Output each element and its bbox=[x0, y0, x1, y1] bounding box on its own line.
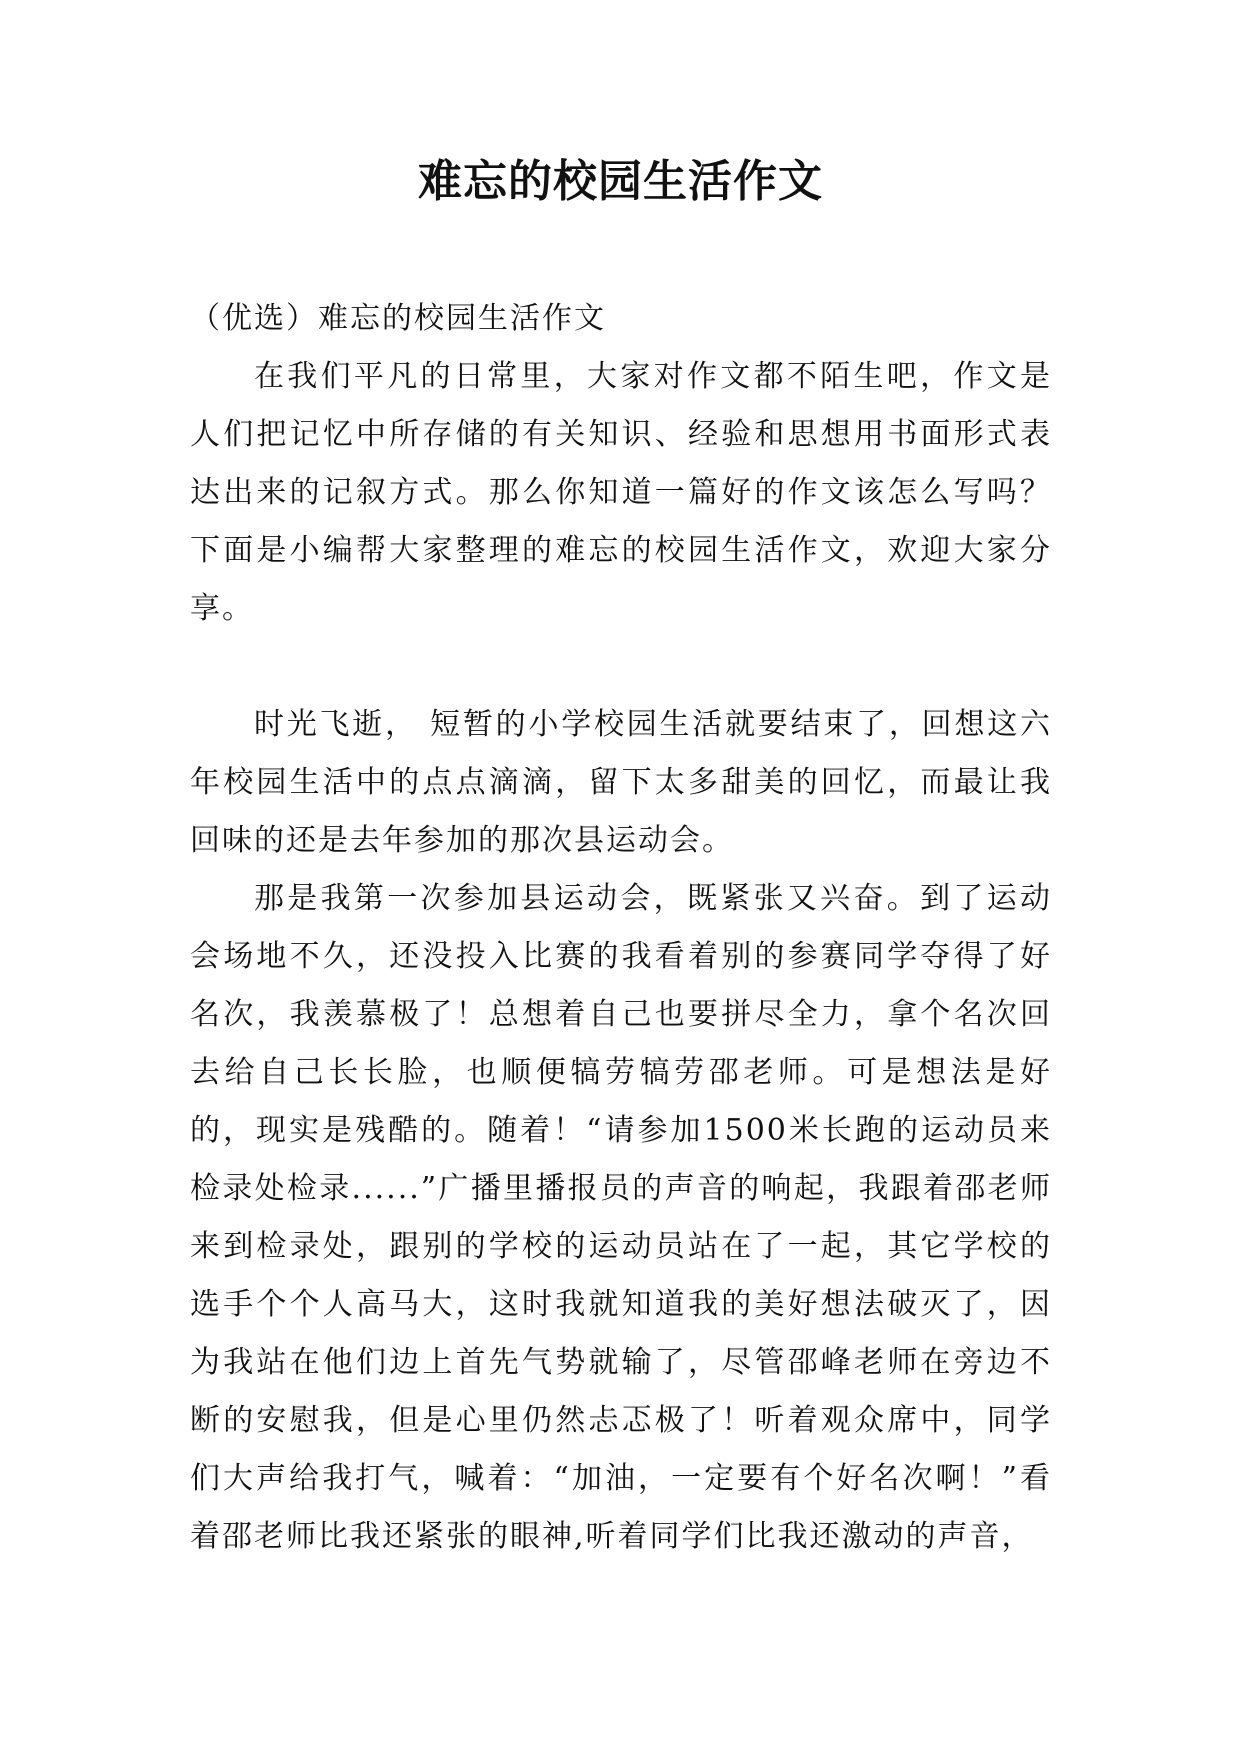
document-subtitle: （优选）难忘的校园生活作文 bbox=[190, 301, 606, 336]
intro-paragraph: 在我们平凡的日常里，大家对作文都不陌生吧，作文是人们把记忆中所存储的有关知识、经验和思想用书面形式表达出来的记叙方式。那么你知道一篇好的作文该怎么写吗？下面是小编帮大家整理的难忘的校园生活作文，欢迎大家分享。 bbox=[190, 359, 1052, 626]
paragraph-spacer bbox=[190, 638, 1052, 696]
body-paragraph-2: 那是我第一次参加县运动会，既紧张又兴奋。到了运动会场地不久，还没投入比赛的我看着别的参赛同学夺得了好名次，我羡慕极了！总想着自己也要拼尽全力，拿个名次回去给自己长长脸，也顺便犒劳犒劳邵老师。可是想法是好的，现实是残酷的。随着！“请参加1500米长跑的运动员来检录处检录......”广播里播报员的声音的响起，我跟着邵老师来到检录处，跟别的学校的运动员站在了一起，其它学校的选手个个人高马大，这时我就知道我的美好想法破灭了，因为我站在他们边上首先气势就输了，尽管邵峰老师在旁边不断的安慰我，但是心里仍然忐忑极了！听着观众席中，同学们大声给我打气，喊着：“加油，一定要有个好名次啊！”看着邵老师比我还紧张的眼神,听着同学们比我还激动的声音， bbox=[190, 881, 1052, 1554]
document-body bbox=[190, 290, 1052, 1566]
body-paragraph-1: 时光飞逝， 短暂的小学校园生活就要结束了，回想这六年校园生活中的点点滴滴，留下太多甜美的回忆，而最让我回味的还是去年参加的那次县运动会。 bbox=[190, 707, 1052, 858]
document-title: 难忘的校园生活作文 bbox=[418, 156, 823, 207]
